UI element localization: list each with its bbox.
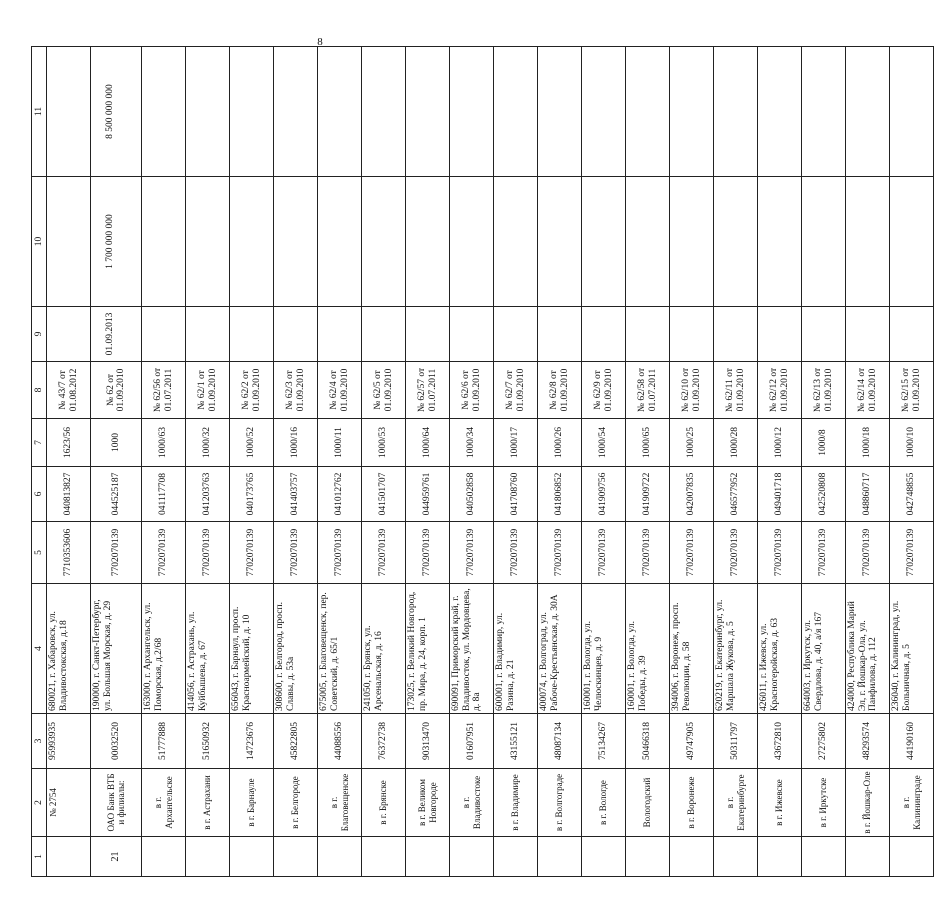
agreement-cell: № 62/10 от 01.09.2010 bbox=[670, 362, 714, 419]
table-row bbox=[758, 47, 802, 877]
amount-cell bbox=[142, 177, 186, 307]
address-cell: 241050, г. Брянск, ул. Арсенальская, д. 16 bbox=[362, 584, 406, 714]
table-row bbox=[494, 47, 538, 877]
header-row bbox=[32, 47, 47, 877]
limit-cell bbox=[450, 47, 494, 177]
address-cell: 163000, г. Архангельск, ул. Поморская, д.2/68 bbox=[142, 584, 186, 714]
branch-name-cell: в г. Калининграде bbox=[890, 769, 934, 837]
branch-name-cell: Вологодский bbox=[626, 769, 670, 837]
address-cell: 160001, г. Вологда, ул. Челюскинцев, д. 9 bbox=[582, 584, 626, 714]
header-cell: 6 bbox=[32, 467, 47, 522]
okpo-cell: 44088556 bbox=[318, 714, 362, 769]
amount-cell: 1 700 000 000 bbox=[91, 177, 142, 307]
license-cell: 1000/16 bbox=[274, 419, 318, 467]
table-row bbox=[406, 47, 450, 877]
branch-name-cell: в г. Екатеринбурге bbox=[714, 769, 758, 837]
date-cell bbox=[274, 307, 318, 362]
date-cell bbox=[890, 307, 934, 362]
okpo-cell: 95993935 bbox=[47, 714, 91, 769]
branch-name-cell: № 2754 bbox=[47, 769, 91, 837]
table-row bbox=[274, 47, 318, 877]
date-cell bbox=[494, 307, 538, 362]
header-cell: 4 bbox=[32, 584, 47, 714]
amount-cell bbox=[890, 177, 934, 307]
limit-cell bbox=[714, 47, 758, 177]
bik-cell: 040173765 bbox=[230, 467, 274, 522]
license-cell: 1000/10 bbox=[890, 419, 934, 467]
inn-cell: 7702070139 bbox=[582, 522, 626, 584]
date-cell bbox=[406, 307, 450, 362]
bik-cell: 041403757 bbox=[274, 467, 318, 522]
table-row bbox=[450, 47, 494, 877]
bik-cell: 041909722 bbox=[626, 467, 670, 522]
bik-cell: 046577952 bbox=[714, 467, 758, 522]
branch-name-cell: в г. Великом Новгороде bbox=[406, 769, 450, 837]
table-body bbox=[32, 47, 934, 877]
agreement-cell: № 62/1 от 01.09.2010 bbox=[186, 362, 230, 419]
table-row bbox=[670, 47, 714, 877]
limit-cell bbox=[538, 47, 582, 177]
inn-cell: 7702070139 bbox=[450, 522, 494, 584]
date-cell bbox=[846, 307, 890, 362]
table-row bbox=[318, 47, 362, 877]
branch-name-cell: в г. Барнауле bbox=[230, 769, 274, 837]
agreement-cell: № 43/7 от 01.08.2012 bbox=[47, 362, 91, 419]
amount-cell bbox=[230, 177, 274, 307]
header-cell: 9 bbox=[32, 307, 47, 362]
agreement-cell: № 62/8 от 01.09.2010 bbox=[538, 362, 582, 419]
amount-cell bbox=[47, 177, 91, 307]
inn-cell: 7702070139 bbox=[714, 522, 758, 584]
license-cell: 1623/56 bbox=[47, 419, 91, 467]
header-cell: 1 bbox=[32, 837, 47, 877]
license-cell: 1000/26 bbox=[538, 419, 582, 467]
header-cell: 7 bbox=[32, 419, 47, 467]
limit-cell bbox=[274, 47, 318, 177]
row-number-cell bbox=[626, 837, 670, 877]
row-number-cell bbox=[714, 837, 758, 877]
limit-cell bbox=[186, 47, 230, 177]
address-cell: 426011, г. Ижевск, ул. Красногеройская, д. 63 bbox=[758, 584, 802, 714]
date-cell bbox=[758, 307, 802, 362]
branch-name-cell: в г. Ижевске bbox=[758, 769, 802, 837]
branch-name-cell: в г. Белгороде bbox=[274, 769, 318, 837]
okpo-cell: 49747905 bbox=[670, 714, 714, 769]
okpo-cell: 27275802 bbox=[802, 714, 846, 769]
amount-cell bbox=[186, 177, 230, 307]
inn-cell: 7702070139 bbox=[538, 522, 582, 584]
inn-cell: 7702070139 bbox=[318, 522, 362, 584]
okpo-cell: 90313470 bbox=[406, 714, 450, 769]
license-cell: 1000/34 bbox=[450, 419, 494, 467]
amount-cell bbox=[626, 177, 670, 307]
date-cell bbox=[362, 307, 406, 362]
table-row bbox=[714, 47, 758, 877]
license-cell: 1000/32 bbox=[186, 419, 230, 467]
agreement-cell: № 62 от 01.09.2010 bbox=[91, 362, 142, 419]
date-cell bbox=[670, 307, 714, 362]
date-cell bbox=[802, 307, 846, 362]
row-number-cell bbox=[362, 837, 406, 877]
agreement-cell: № 62/2 от 01.09.2010 bbox=[230, 362, 274, 419]
inn-cell: 7702070139 bbox=[494, 522, 538, 584]
okpo-cell: 14723676 bbox=[230, 714, 274, 769]
row-number-cell bbox=[186, 837, 230, 877]
agreement-cell: № 62/56 от 01.07.2011 bbox=[142, 362, 186, 419]
okpo-cell: 45822805 bbox=[274, 714, 318, 769]
bik-cell: 041012762 bbox=[318, 467, 362, 522]
address-cell: 675005, г. Благовещенск, пер. Советский, д. 65/1 bbox=[318, 584, 362, 714]
table-row bbox=[91, 47, 142, 877]
branch-name-cell: в г. Благовещенске bbox=[318, 769, 362, 837]
license-cell: 1000/54 bbox=[582, 419, 626, 467]
amount-cell bbox=[318, 177, 362, 307]
address-cell: 600001, г. Владимир, ул. Разина, д. 21 bbox=[494, 584, 538, 714]
bik-cell: 044525187 bbox=[91, 467, 142, 522]
address-cell: 680021, г. Хабаровск, ул. Владивостокская, д.18 bbox=[47, 584, 91, 714]
branch-name-cell: в г. Астрахани bbox=[186, 769, 230, 837]
agreement-cell: № 62/4 от 01.09.2010 bbox=[318, 362, 362, 419]
license-cell: 1000/17 bbox=[494, 419, 538, 467]
row-number-cell bbox=[846, 837, 890, 877]
limit-cell bbox=[230, 47, 274, 177]
bik-cell: 041708760 bbox=[494, 467, 538, 522]
branch-name-cell: в г. Иркутске bbox=[802, 769, 846, 837]
bik-cell: 041806852 bbox=[538, 467, 582, 522]
table-container bbox=[31, 47, 922, 877]
date-cell bbox=[582, 307, 626, 362]
agreement-cell: № 62/3 от 01.09.2010 bbox=[274, 362, 318, 419]
table-row bbox=[582, 47, 626, 877]
address-cell: 160001, г. Вологда, ул. Победы, д. 39 bbox=[626, 584, 670, 714]
bik-cell: 041117708 bbox=[142, 467, 186, 522]
date-cell bbox=[626, 307, 670, 362]
branch-name-cell: в г. Владимире bbox=[494, 769, 538, 837]
bik-cell: 042007835 bbox=[670, 467, 714, 522]
amount-cell bbox=[582, 177, 626, 307]
agreement-cell: № 62/9 от 01.09.2010 bbox=[582, 362, 626, 419]
license-cell: 1000/8 bbox=[802, 419, 846, 467]
inn-cell: 7702070139 bbox=[846, 522, 890, 584]
address-cell: 656043, г. Барнаул, просп. Красноармейский, д. 10 bbox=[230, 584, 274, 714]
bik-cell: 042748855 bbox=[890, 467, 934, 522]
inn-cell: 7702070139 bbox=[274, 522, 318, 584]
inn-cell: 7702070139 bbox=[626, 522, 670, 584]
row-number-cell bbox=[318, 837, 362, 877]
limit-cell bbox=[758, 47, 802, 177]
amount-cell bbox=[274, 177, 318, 307]
okpo-cell: 50466318 bbox=[626, 714, 670, 769]
table-row bbox=[538, 47, 582, 877]
row-number-cell bbox=[670, 837, 714, 877]
license-cell: 1000/53 bbox=[362, 419, 406, 467]
row-number-cell bbox=[230, 837, 274, 877]
amount-cell bbox=[802, 177, 846, 307]
table-row bbox=[362, 47, 406, 877]
agreement-cell: № 62/14 от 01.09.2010 bbox=[846, 362, 890, 419]
limit-cell bbox=[318, 47, 362, 177]
limit-cell bbox=[406, 47, 450, 177]
date-cell bbox=[318, 307, 362, 362]
inn-cell: 7702070139 bbox=[362, 522, 406, 584]
amount-cell bbox=[670, 177, 714, 307]
agreement-cell: № 62/13 от 01.09.2010 bbox=[802, 362, 846, 419]
table-row bbox=[626, 47, 670, 877]
table-row bbox=[230, 47, 274, 877]
okpo-cell: 50311797 bbox=[714, 714, 758, 769]
address-cell: 236040, г. Калининград, ул. Больничная, д. 5 bbox=[890, 584, 934, 714]
row-number-cell bbox=[450, 837, 494, 877]
row-number-cell bbox=[802, 837, 846, 877]
amount-cell bbox=[846, 177, 890, 307]
branch-name-cell: в г. Воронеже bbox=[670, 769, 714, 837]
okpo-cell: 43672810 bbox=[758, 714, 802, 769]
row-number-cell: 21 bbox=[91, 837, 142, 877]
date-cell: 01.09.2013 bbox=[91, 307, 142, 362]
limit-cell bbox=[890, 47, 934, 177]
okpo-cell: 43155121 bbox=[494, 714, 538, 769]
inn-cell: 7702070139 bbox=[186, 522, 230, 584]
okpo-cell: 00032520 bbox=[91, 714, 142, 769]
license-cell: 1000/64 bbox=[406, 419, 450, 467]
license-cell: 1000/28 bbox=[714, 419, 758, 467]
okpo-cell: 51777888 bbox=[142, 714, 186, 769]
limit-cell bbox=[142, 47, 186, 177]
branch-name-cell: ОАО Банк ВТБ и филиалы: bbox=[91, 769, 142, 837]
bik-cell: 048860717 bbox=[846, 467, 890, 522]
inn-cell: 7702070139 bbox=[230, 522, 274, 584]
inn-cell: 7702070139 bbox=[890, 522, 934, 584]
inn-cell: 7702070139 bbox=[670, 522, 714, 584]
table-row bbox=[890, 47, 934, 877]
row-number-cell bbox=[274, 837, 318, 877]
license-cell: 1000/65 bbox=[626, 419, 670, 467]
limit-cell bbox=[494, 47, 538, 177]
table-row bbox=[186, 47, 230, 877]
okpo-cell: 76372738 bbox=[362, 714, 406, 769]
inn-cell: 7702070139 bbox=[142, 522, 186, 584]
agreement-cell: № 62/57 от 01.07.2011 bbox=[406, 362, 450, 419]
address-cell: 620219, г. Екатеринбург, ул. Маршала Жукова, д. 5 bbox=[714, 584, 758, 714]
branch-name-cell: в г. Йошкар-Оле bbox=[846, 769, 890, 837]
license-cell: 1000/11 bbox=[318, 419, 362, 467]
bik-cell: 042520808 bbox=[802, 467, 846, 522]
date-cell bbox=[47, 307, 91, 362]
limit-cell bbox=[802, 47, 846, 177]
amount-cell bbox=[406, 177, 450, 307]
table-row bbox=[47, 47, 91, 877]
amount-cell bbox=[714, 177, 758, 307]
limit-cell bbox=[670, 47, 714, 177]
table-row bbox=[802, 47, 846, 877]
row-number-cell bbox=[47, 837, 91, 877]
page-number: 8 bbox=[317, 36, 323, 48]
address-cell: 173025, г. Великий Новгород, пр. Мира, д. 24, корп. 1 bbox=[406, 584, 450, 714]
bik-cell: 044959761 bbox=[406, 467, 450, 522]
bik-cell: 040813827 bbox=[47, 467, 91, 522]
limit-cell bbox=[626, 47, 670, 177]
inn-cell: 7702070139 bbox=[802, 522, 846, 584]
bik-cell: 041909756 bbox=[582, 467, 626, 522]
date-cell bbox=[186, 307, 230, 362]
bik-cell: 040502858 bbox=[450, 467, 494, 522]
license-cell: 1000/18 bbox=[846, 419, 890, 467]
limit-cell: 8 500 000 000 bbox=[91, 47, 142, 177]
row-number-cell bbox=[758, 837, 802, 877]
branch-name-cell: в г. Вологде bbox=[582, 769, 626, 837]
address-cell: 690091, Приморский край, г. Владивосток, ул. Мордовцева, д. 8а bbox=[450, 584, 494, 714]
branch-name-cell: в г. Владивостоке bbox=[450, 769, 494, 837]
address-cell: 308600, г. Белгород, просп. Славы, д. 53а bbox=[274, 584, 318, 714]
row-number-cell bbox=[142, 837, 186, 877]
date-cell bbox=[450, 307, 494, 362]
agreement-cell: № 62/5 от 01.09.2010 bbox=[362, 362, 406, 419]
date-cell bbox=[230, 307, 274, 362]
agreement-cell: № 62/6 от 01.09.2010 bbox=[450, 362, 494, 419]
license-cell: 1000/25 bbox=[670, 419, 714, 467]
agreement-cell: № 62/7 от 01.09.2010 bbox=[494, 362, 538, 419]
branch-name-cell: в г. Волгограде bbox=[538, 769, 582, 837]
inn-cell: 7710353606 bbox=[47, 522, 91, 584]
address-cell: 400074, г. Волгоград, ул. Рабоче-Крестьянская, д. 30А bbox=[538, 584, 582, 714]
limit-cell bbox=[362, 47, 406, 177]
amount-cell bbox=[362, 177, 406, 307]
license-cell: 1000/12 bbox=[758, 419, 802, 467]
header-cell: 11 bbox=[32, 47, 47, 177]
inn-cell: 7702070139 bbox=[758, 522, 802, 584]
amount-cell bbox=[494, 177, 538, 307]
table-row bbox=[142, 47, 186, 877]
header-cell: 2 bbox=[32, 769, 47, 837]
inn-cell: 7702070139 bbox=[91, 522, 142, 584]
row-number-cell bbox=[582, 837, 626, 877]
date-cell bbox=[538, 307, 582, 362]
amount-cell bbox=[450, 177, 494, 307]
okpo-cell: 51650932 bbox=[186, 714, 230, 769]
header-cell: 8 bbox=[32, 362, 47, 419]
row-number-cell bbox=[406, 837, 450, 877]
header-cell: 5 bbox=[32, 522, 47, 584]
limit-cell bbox=[47, 47, 91, 177]
limit-cell bbox=[846, 47, 890, 177]
address-cell: 394006, г. Воронеж, просп. Революции, д. 58 bbox=[670, 584, 714, 714]
address-cell: 664003, г. Иркутск, ул. Свердлова, д. 40, а/я 167 bbox=[802, 584, 846, 714]
branch-name-cell: в г. Архангельске bbox=[142, 769, 186, 837]
bik-cell: 049401718 bbox=[758, 467, 802, 522]
row-number-cell bbox=[890, 837, 934, 877]
row-number-cell bbox=[494, 837, 538, 877]
agreement-cell: № 62/58 от 01.07.2011 bbox=[626, 362, 670, 419]
bik-cell: 041203763 bbox=[186, 467, 230, 522]
okpo-cell: 44190160 bbox=[890, 714, 934, 769]
header-cell: 3 bbox=[32, 714, 47, 769]
agreement-cell: № 62/11 от 01.09.2010 bbox=[714, 362, 758, 419]
header-cell: 10 bbox=[32, 177, 47, 307]
date-cell bbox=[714, 307, 758, 362]
agreement-cell: № 62/12 от 01.09.2010 bbox=[758, 362, 802, 419]
address-cell: 190000, г. Санкт-Петербург, ул. Большая Морская, д. 29 bbox=[91, 584, 142, 714]
address-cell: 424000, Республика Марий Эл, г. Йошкар-Ола, ул. Панфилова, д. 112 bbox=[846, 584, 890, 714]
license-cell: 1000/63 bbox=[142, 419, 186, 467]
agreement-cell: № 62/15 от 01.09.2010 bbox=[890, 362, 934, 419]
inn-cell: 7702070139 bbox=[406, 522, 450, 584]
license-cell: 1000 bbox=[91, 419, 142, 467]
amount-cell bbox=[758, 177, 802, 307]
date-cell bbox=[142, 307, 186, 362]
branch-name-cell: в г. Брянске bbox=[362, 769, 406, 837]
okpo-cell: 48293574 bbox=[846, 714, 890, 769]
okpo-cell: 75134267 bbox=[582, 714, 626, 769]
address-cell: 414056, г. Астрахань, ул. Куйбышева, д. 67 bbox=[186, 584, 230, 714]
amount-cell bbox=[538, 177, 582, 307]
okpo-cell: 48087134 bbox=[538, 714, 582, 769]
row-number-cell bbox=[538, 837, 582, 877]
branch-table bbox=[31, 46, 934, 877]
table-row bbox=[846, 47, 890, 877]
bik-cell: 041501707 bbox=[362, 467, 406, 522]
license-cell: 1000/52 bbox=[230, 419, 274, 467]
limit-cell bbox=[582, 47, 626, 177]
okpo-cell: 01607951 bbox=[450, 714, 494, 769]
